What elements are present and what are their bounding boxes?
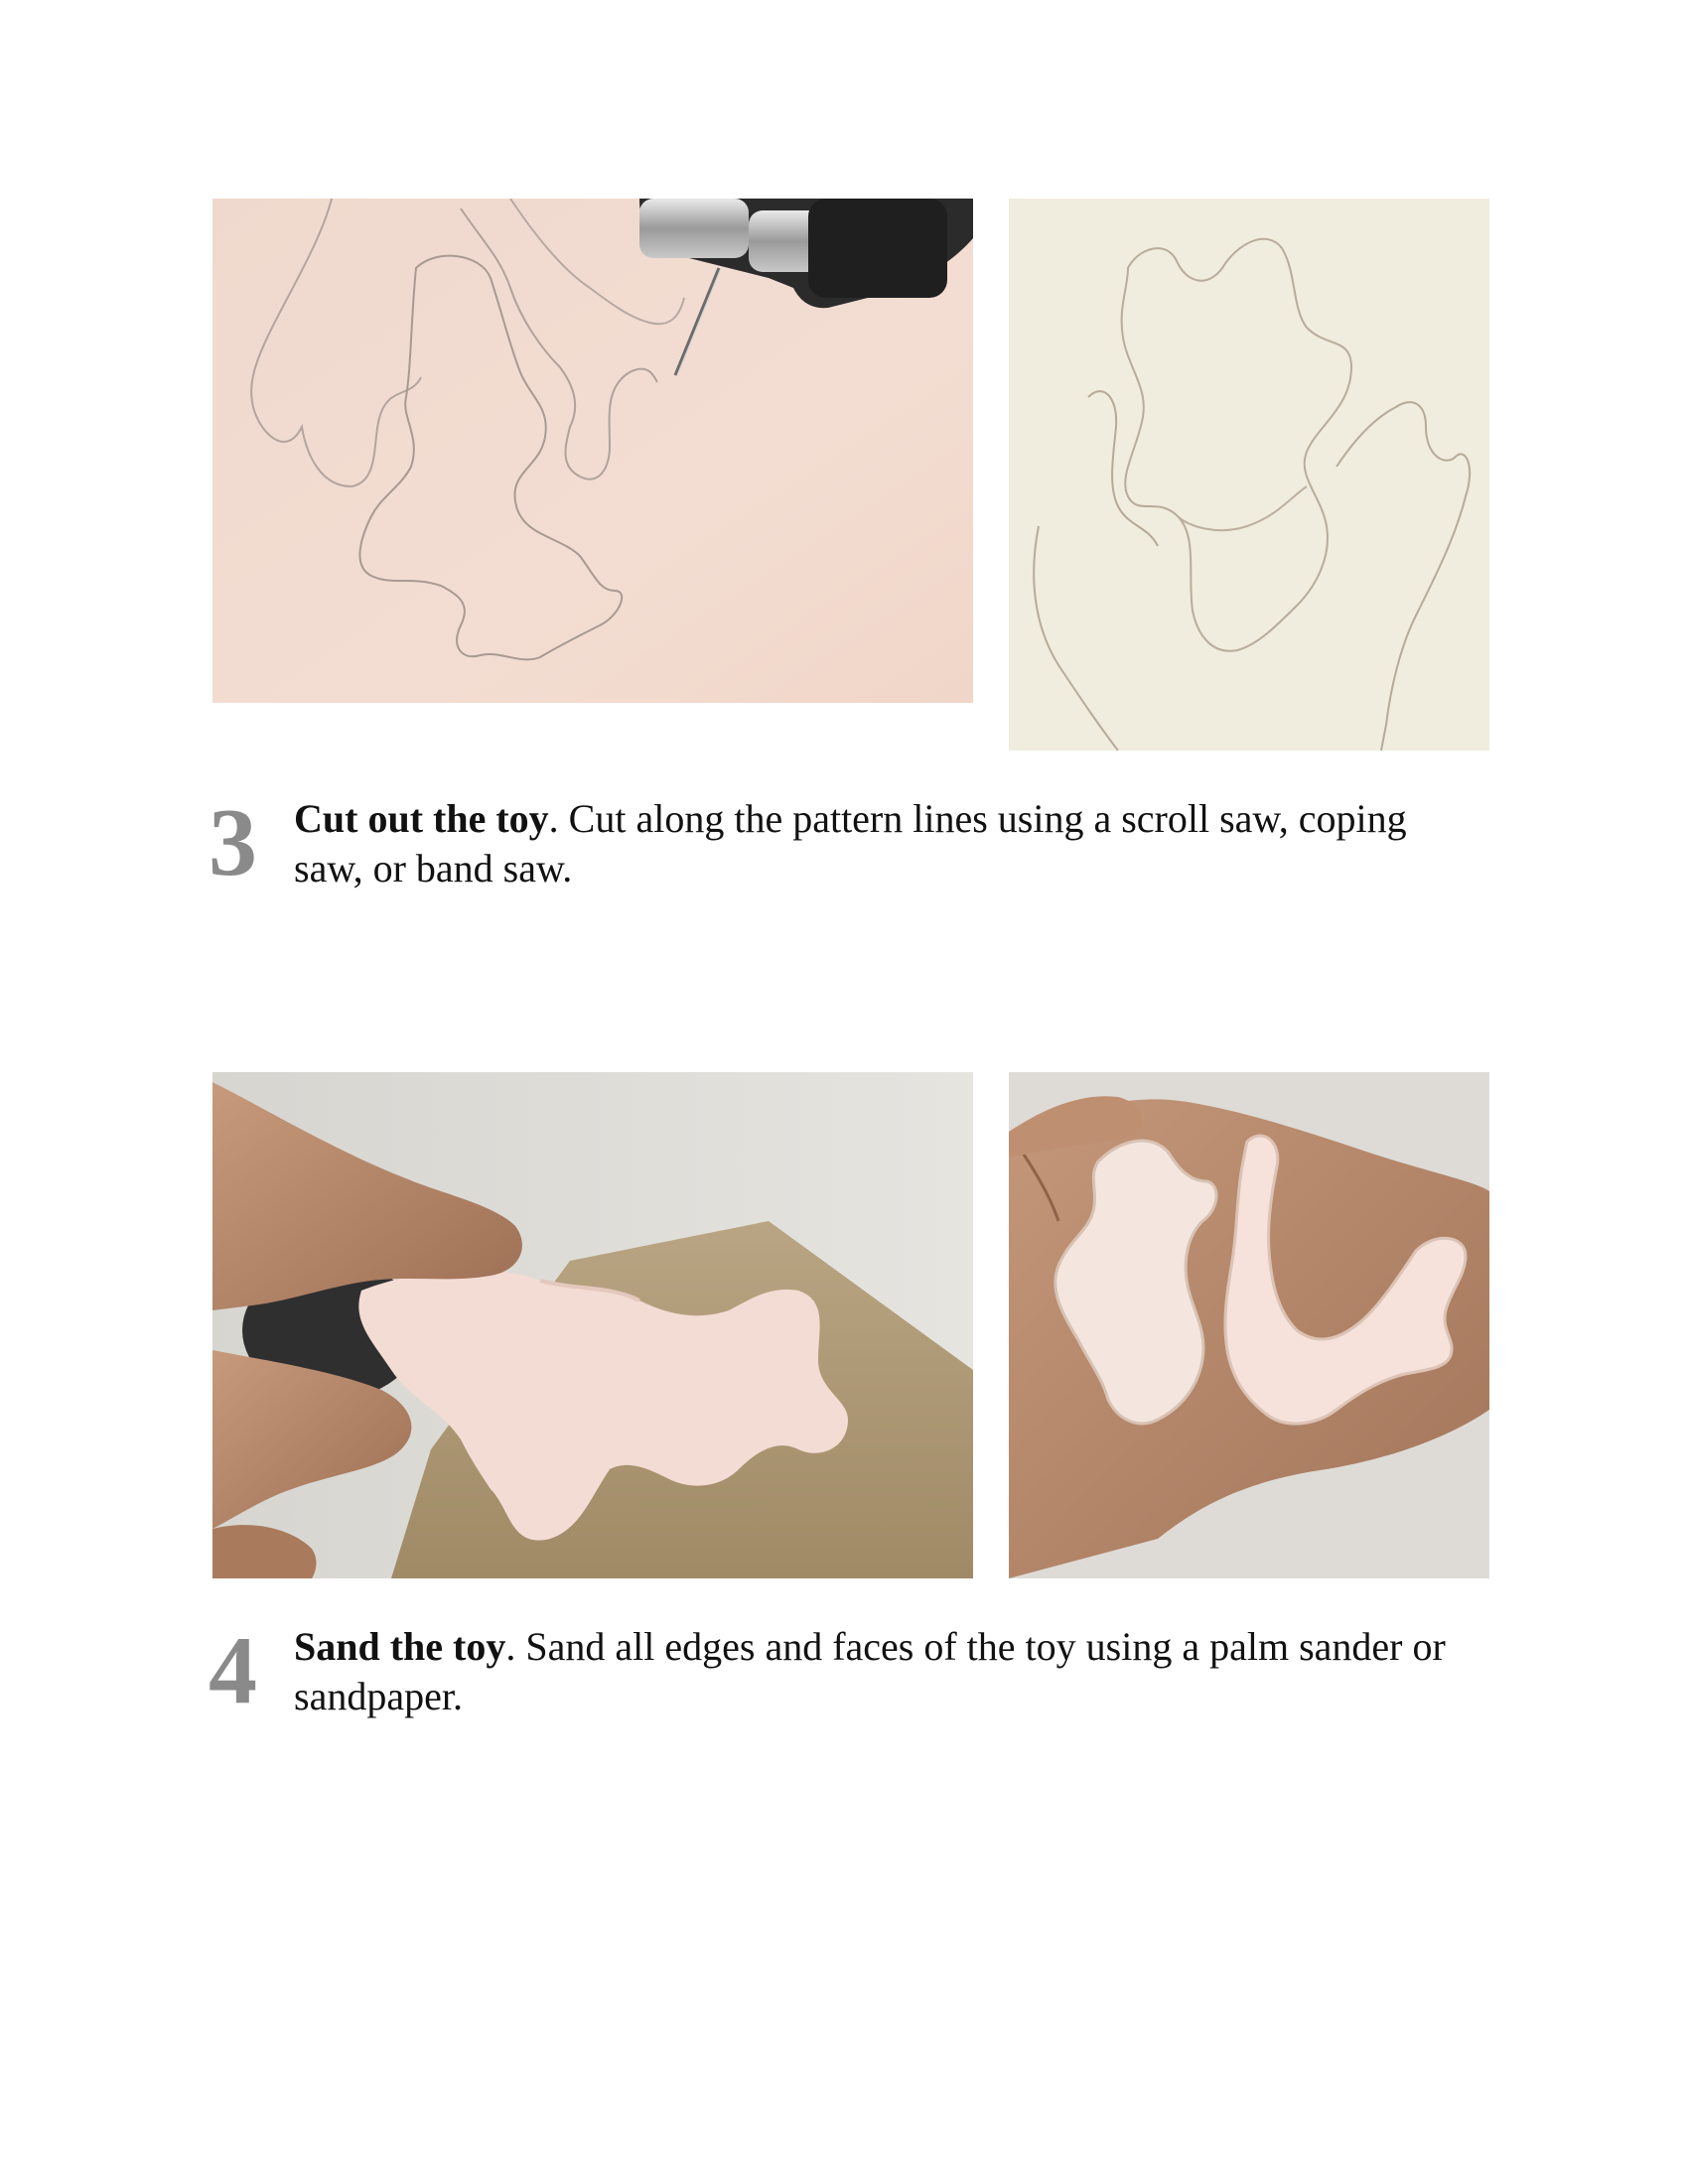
- step-text: [294, 794, 1485, 893]
- traced-pattern-on-wood-photo: [1009, 199, 1489, 751]
- step-title: Cut out the toy: [294, 796, 549, 841]
- step-text: [294, 1622, 1485, 1721]
- step-title: Sand the toy: [294, 1624, 506, 1669]
- step-number: 3: [209, 789, 257, 896]
- step-body: . Sand all edges and faces of the toy using a palm sander or sandpaper.: [294, 1624, 1446, 1718]
- scroll-saw-cutting-pattern-photo: [212, 199, 973, 703]
- cut-toys-in-hand-photo: [1009, 1072, 1489, 1578]
- sanding-toy-on-sandpaper-photo: [212, 1072, 973, 1578]
- step-number: 4: [209, 1617, 257, 1724]
- step-body: . Cut along the pattern lines using a scroll saw, coping saw, or band saw.: [294, 796, 1407, 890]
